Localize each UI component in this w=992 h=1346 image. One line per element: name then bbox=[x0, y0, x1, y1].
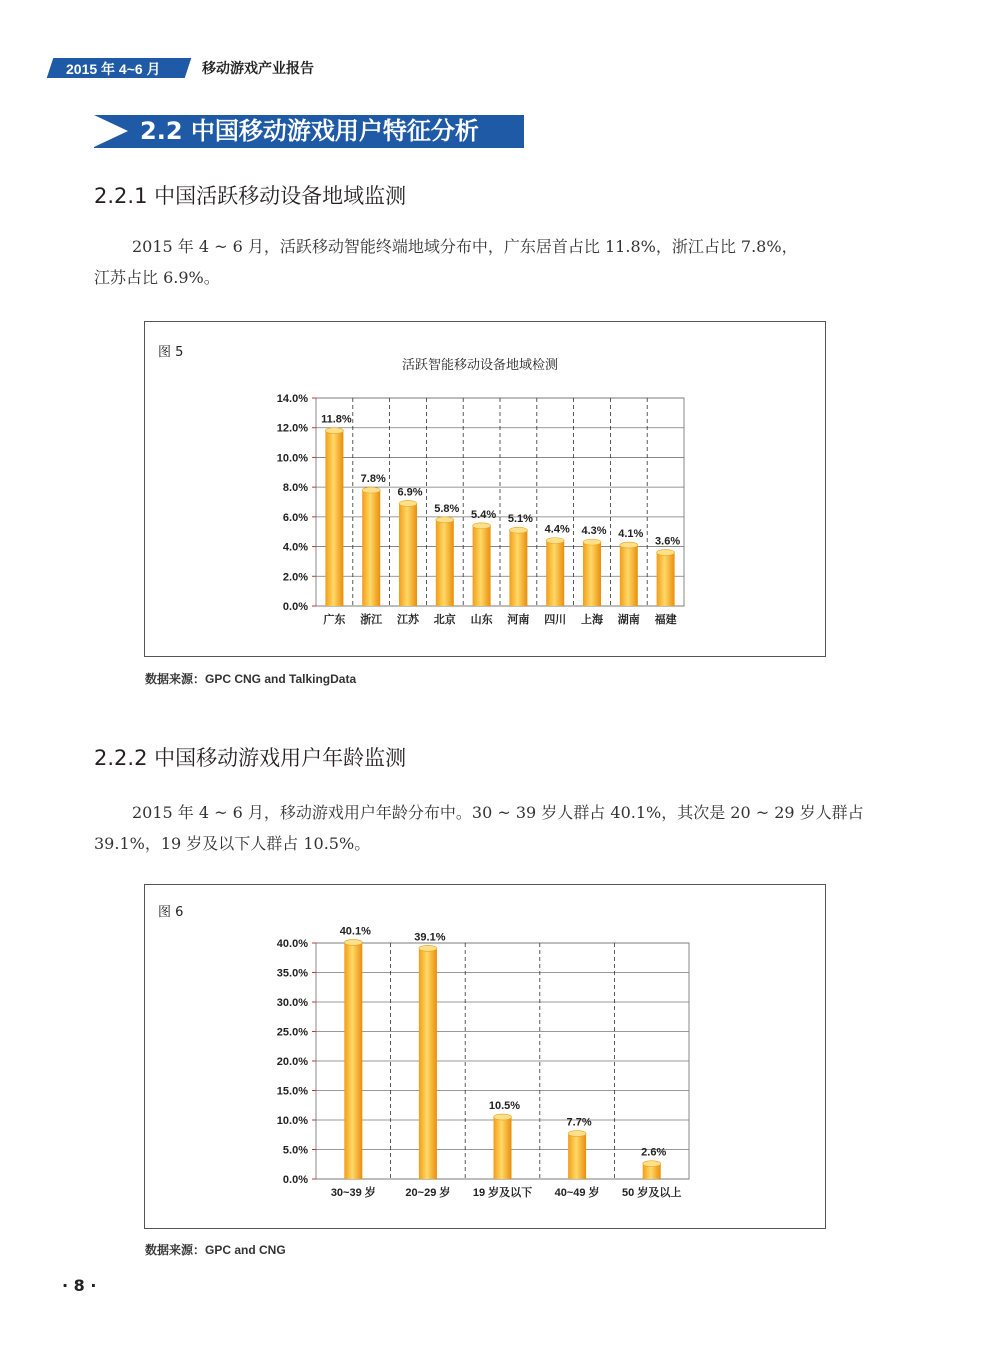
chart5-bar bbox=[362, 490, 380, 606]
chart5-data-label: 3.6% bbox=[655, 535, 681, 548]
chart5-data-label: 4.3% bbox=[581, 525, 607, 538]
chart5-bar-cap bbox=[362, 487, 380, 493]
section-title: 2.2 中国移动游戏用户特征分析 bbox=[140, 117, 479, 145]
chart5-category-label: 广东 bbox=[323, 614, 346, 626]
chart6-ytick-label: 0.0% bbox=[282, 1174, 308, 1186]
chart5-bar bbox=[583, 542, 601, 606]
chart5-data-label: 11.8% bbox=[321, 413, 352, 426]
figure-5-source: 数据来源：GPC CNG and TalkingData bbox=[145, 672, 357, 686]
chart5-category-label: 北京 bbox=[433, 614, 456, 626]
chart5-data-label: 5.4% bbox=[471, 508, 497, 521]
chart5-category-label: 福建 bbox=[654, 614, 677, 626]
chart5-bar bbox=[620, 545, 638, 606]
subsection-heading-2: 2.2.2 中国移动游戏用户年龄监测 bbox=[94, 746, 407, 770]
chart5-data-label: 7.8% bbox=[360, 473, 386, 486]
chart5-ytick-label: 10.0% bbox=[276, 452, 308, 465]
header-period: 2015 年 4~6 月 bbox=[66, 61, 161, 77]
subsection-heading-1: 2.2.1 中国活跃移动设备地域监测 bbox=[94, 184, 407, 208]
paragraph-1-line-2: 江苏占比 6.9%。 bbox=[94, 268, 220, 287]
chart5-category-label: 浙江 bbox=[360, 614, 383, 626]
paragraph-2-line-1: 2015 年 4 ~ 6 月，移动游戏用户年龄分布中。30 ~ 39 岁人群占 40.1%，其次是 20 ~ 29 岁人群占 bbox=[132, 803, 864, 822]
chart6-bar-cap bbox=[419, 945, 437, 951]
chart6-data-label: 7.7% bbox=[566, 1116, 592, 1129]
chart5-ytick-label: 8.0% bbox=[282, 482, 308, 495]
chart6-category-label: 40~49 岁 bbox=[554, 1187, 600, 1199]
paragraph-1-line-1: 2015 年 4 ~ 6 月，活跃移动智能终端地域分布中，广东居首占比 11.8%，浙江占比 7.8%， bbox=[132, 237, 798, 256]
figure-6-source: 数据来源：GPC and CNG bbox=[145, 1243, 286, 1257]
chart6-category-label: 19 岁及以下 bbox=[472, 1187, 533, 1199]
chart5-bar bbox=[473, 526, 491, 606]
chart6-data-label: 2.6% bbox=[641, 1146, 667, 1159]
chart5-bar-cap bbox=[325, 428, 343, 434]
chart6-bar-cap bbox=[568, 1131, 586, 1137]
chart6-bar bbox=[419, 948, 437, 1179]
paragraph-2-line-2: 39.1%，19 岁及以下人群占 10.5%。 bbox=[94, 834, 371, 853]
chart5-data-label: 4.1% bbox=[618, 528, 644, 541]
chart5-bar bbox=[399, 503, 417, 606]
chart5-bar-cap bbox=[583, 539, 601, 545]
chart5-bar bbox=[436, 520, 454, 606]
chart5-category-label: 湖南 bbox=[617, 614, 640, 626]
figure-5-title: 活跃智能移动设备地域检测 bbox=[401, 358, 558, 373]
chart6-data-label: 10.5% bbox=[488, 1100, 521, 1113]
chart5-bar-cap bbox=[436, 517, 454, 523]
chart6-bar bbox=[568, 1134, 586, 1179]
chart5-bar-cap bbox=[399, 500, 417, 506]
figure-6-label: 图 6 bbox=[158, 905, 184, 920]
chart5-bar bbox=[657, 553, 675, 606]
chart5-ytick-label: 6.0% bbox=[282, 511, 308, 524]
chart5-ytick-label: 2.0% bbox=[282, 571, 308, 584]
chart6-bar-cap bbox=[344, 939, 362, 945]
chart5-category-label: 河南 bbox=[507, 614, 530, 626]
chart5-bar-cap bbox=[620, 542, 638, 548]
chart5-category-label: 四川 bbox=[544, 614, 567, 626]
chart5-ytick-label: 12.0% bbox=[276, 422, 308, 435]
chart6-category-label: 30~39 岁 bbox=[330, 1187, 376, 1199]
chart6-ytick-label: 10.0% bbox=[276, 1115, 308, 1127]
chart6-ytick-label: 20.0% bbox=[276, 1056, 308, 1068]
chart5-category-label: 上海 bbox=[581, 614, 603, 626]
chart5-bar-cap bbox=[546, 538, 564, 544]
chart5-bar-cap bbox=[473, 523, 491, 529]
chart6-category-label: 50 岁及以上 bbox=[622, 1187, 682, 1199]
chart6-data-label: 40.1% bbox=[339, 925, 371, 938]
chart6-bar-cap bbox=[494, 1114, 512, 1120]
chart6-ytick-label: 5.0% bbox=[282, 1144, 308, 1157]
chart5-data-label: 5.8% bbox=[434, 502, 460, 515]
page-number: · 8 · bbox=[62, 1276, 97, 1295]
chart5-data-label: 5.1% bbox=[507, 513, 533, 526]
chart6-ytick-label: 35.0% bbox=[276, 967, 308, 980]
chart6-ytick-label: 15.0% bbox=[276, 1085, 308, 1098]
figure-5-label: 图 5 bbox=[158, 345, 184, 360]
chart6-data-label: 39.1% bbox=[414, 931, 446, 944]
chart6-bar bbox=[344, 942, 362, 1179]
chart5-bar-cap bbox=[509, 527, 527, 533]
chart6-bar bbox=[494, 1117, 512, 1179]
chart5-data-label: 4.4% bbox=[544, 523, 570, 536]
chart6-category-label: 20~29 岁 bbox=[405, 1187, 451, 1199]
chart5-bar bbox=[325, 431, 343, 606]
chart6-ytick-label: 25.0% bbox=[276, 1026, 308, 1039]
header-report-title: 移动游戏产业报告 bbox=[202, 61, 314, 77]
chart5-ytick-label: 4.0% bbox=[282, 541, 308, 554]
chart6-ytick-label: 40.0% bbox=[276, 938, 308, 950]
chart5-bar-cap bbox=[657, 550, 675, 556]
chart5-data-label: 6.9% bbox=[397, 486, 423, 499]
chart5-ytick-label: 14.0% bbox=[276, 393, 308, 405]
chart5-category-label: 江苏 bbox=[397, 614, 419, 626]
chart5-ytick-label: 0.0% bbox=[282, 601, 308, 613]
chart5-category-label: 山东 bbox=[470, 614, 493, 626]
chart5-bar bbox=[546, 541, 564, 606]
chart6-bar-cap bbox=[643, 1161, 661, 1167]
chart5-bar bbox=[509, 530, 527, 606]
chart6-ytick-label: 30.0% bbox=[276, 997, 308, 1009]
